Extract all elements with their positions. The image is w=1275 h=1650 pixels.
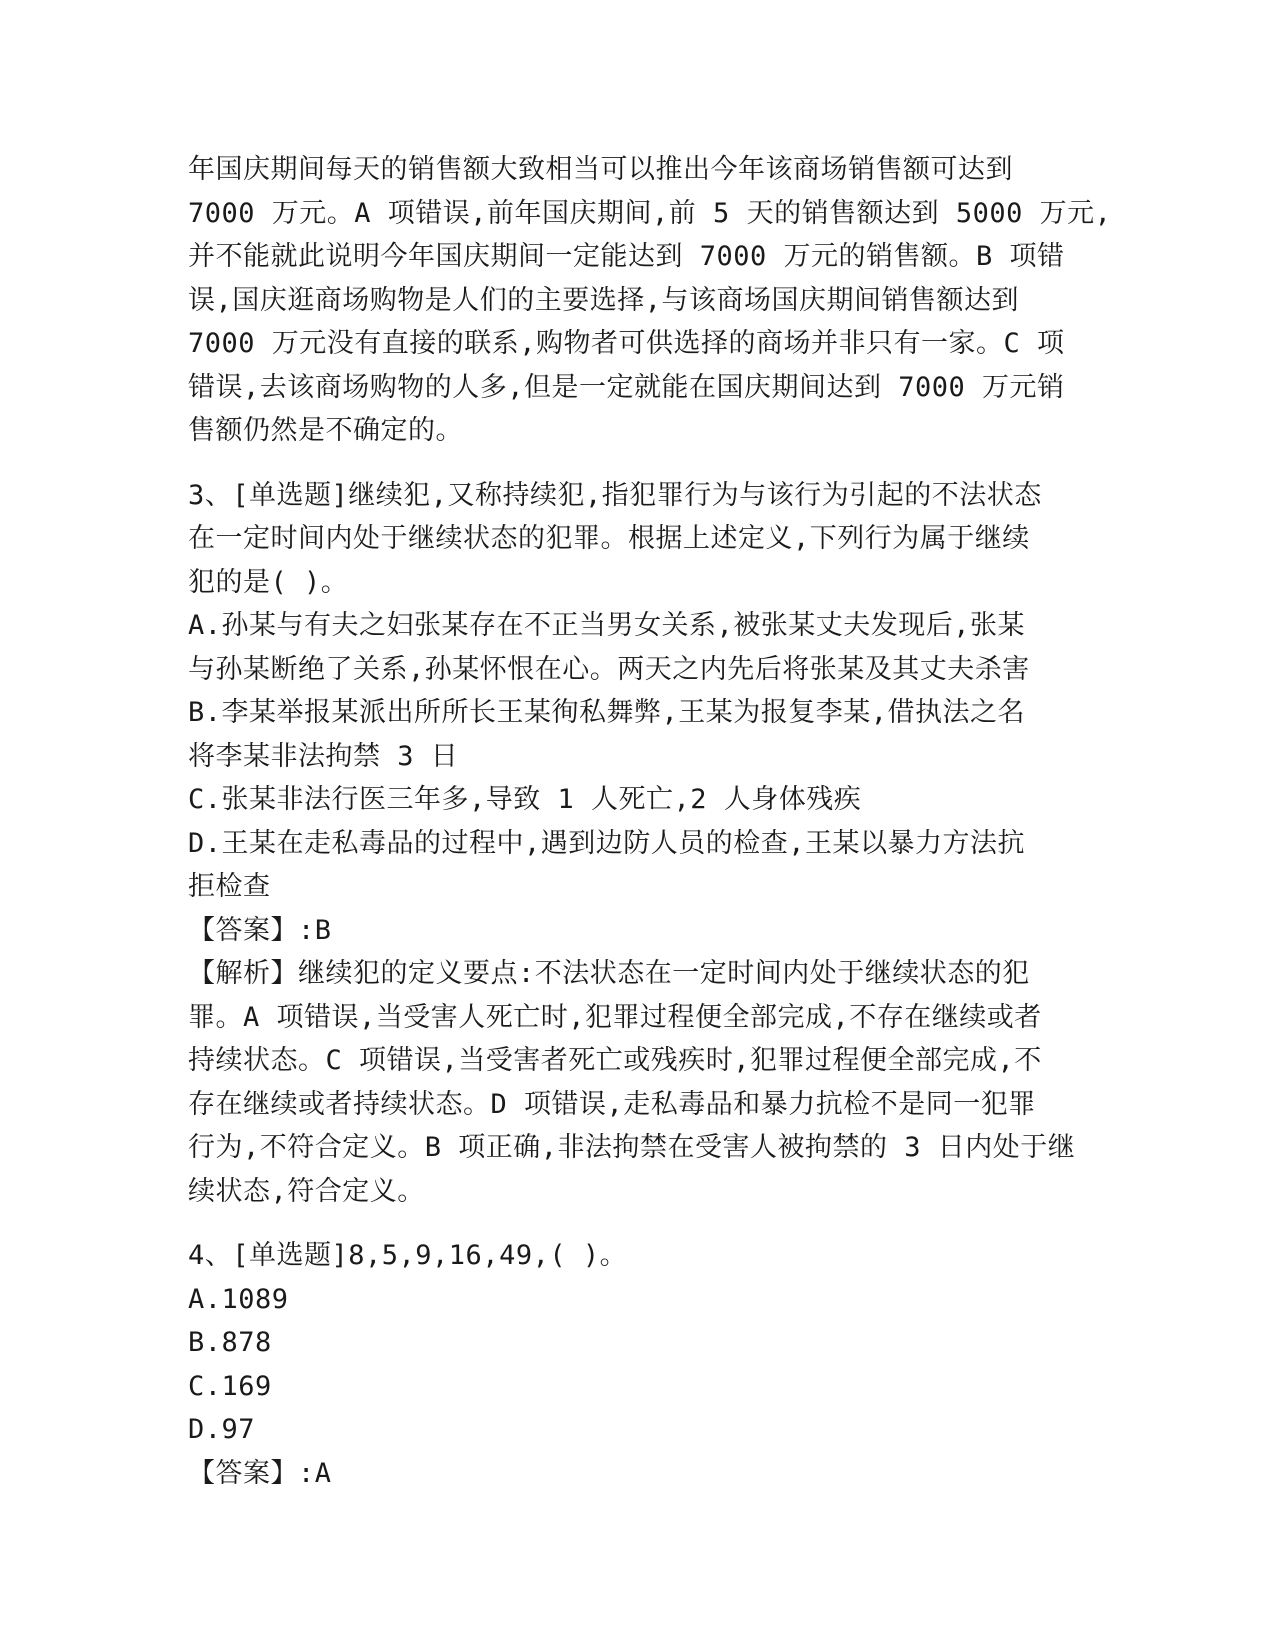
question-options xyxy=(188,604,1078,909)
option-line: A.1089 xyxy=(188,1283,289,1315)
answer-line xyxy=(188,1452,1078,1496)
analysis-line: 续状态,符合定义。 xyxy=(188,1175,425,1207)
analysis-line: 存在继续或者持续状态。D 项错误,走私毒品和暴力抗检不是同一犯罪 xyxy=(188,1088,1036,1120)
answer-value: B xyxy=(314,914,332,946)
section-gap xyxy=(188,1213,1078,1234)
text-line: 售额仍然是不确定的。 xyxy=(188,415,463,446)
option-line: C.169 xyxy=(188,1370,272,1402)
question-stem: 4、[单选题]8,5,9,16,49,( )。 xyxy=(188,1240,628,1271)
option-line: 将李某非法拘禁 3 日 xyxy=(188,740,459,772)
option-line: B.878 xyxy=(188,1327,272,1358)
option-line: 拒检查 xyxy=(188,871,271,902)
answer-label: 【答案】: xyxy=(188,914,315,946)
answer-line xyxy=(188,909,1078,953)
q2-explanation-tail xyxy=(188,148,1112,453)
text-line: 7000 万元。A 项错误,前年国庆期间,前 5 天的销售额达到 5000 万元, xyxy=(188,197,1112,229)
question-stem xyxy=(188,474,1078,605)
text-line: 年国庆期间每天的销售额大致相当可以推出今年该商场销售额可达到 xyxy=(188,154,1013,185)
text-line: 7000 万元没有直接的联系,购物者可供选择的商场并非只有一家。C 项 xyxy=(188,328,1065,359)
question-4 xyxy=(188,1234,1078,1495)
stem-line: 在一定时间内处于继续状态的犯罪。根据上述定义,下列行为属于继续 xyxy=(188,523,1030,554)
analysis-line: 持续状态。C 项错误,当受害者死亡或残疾时,犯罪过程便全部完成,不 xyxy=(188,1045,1042,1076)
analysis-line: 【解析】继续犯的定义要点:不法状态在一定时间内处于继续状态的犯 xyxy=(188,958,1030,989)
analysis xyxy=(188,952,1078,1213)
text-line: 并不能就此说明今年国庆期间一定能达到 7000 万元的销售额。B 项错 xyxy=(188,241,1065,272)
option-line: 与孙某断绝了关系,孙某怀恨在心。两天之内先后将张某及其丈夫杀害 xyxy=(188,653,1030,685)
option-line: D.97 xyxy=(188,1414,256,1445)
question-3 xyxy=(188,474,1078,1214)
answer-value: A xyxy=(314,1457,332,1489)
text-line: 误,国庆逛商场购物是人们的主要选择,与该商场国庆期间销售额达到 xyxy=(188,284,1020,316)
document-page xyxy=(188,148,1112,1495)
stem-line: 犯的是( )。 xyxy=(188,566,349,598)
option-line: C.张某非法行医三年多,导致 1 人死亡,2 人身体残疾 xyxy=(188,784,862,815)
answer-label: 【答案】: xyxy=(188,1457,315,1489)
option-line: B.李某举报某派出所所长王某徇私舞弊,王某为报复李某,借执法之名 xyxy=(188,697,1026,728)
text-line: 错误,去该商场购物的人多,但是一定就能在国庆期间达到 7000 万元销 xyxy=(188,371,1065,403)
analysis-line: 行为,不符合定义。B 项正确,非法拘禁在受害人被拘禁的 3 日内处于继 xyxy=(188,1132,1076,1163)
option-line: D.王某在走私毒品的过程中,遇到边防人员的检查,王某以暴力方法抗 xyxy=(188,827,1026,859)
option-line: A.孙某与有夫之妇张某存在不正当男女关系,被张某丈夫发现后,张某 xyxy=(188,610,1026,641)
analysis-line: 罪。A 项错误,当受害人死亡时,犯罪过程便全部完成,不存在继续或者 xyxy=(188,1001,1042,1033)
stem-line: 3、[单选题]继续犯,又称持续犯,指犯罪行为与该行为引起的不法状态 xyxy=(188,479,1042,511)
section-gap xyxy=(188,453,1078,474)
